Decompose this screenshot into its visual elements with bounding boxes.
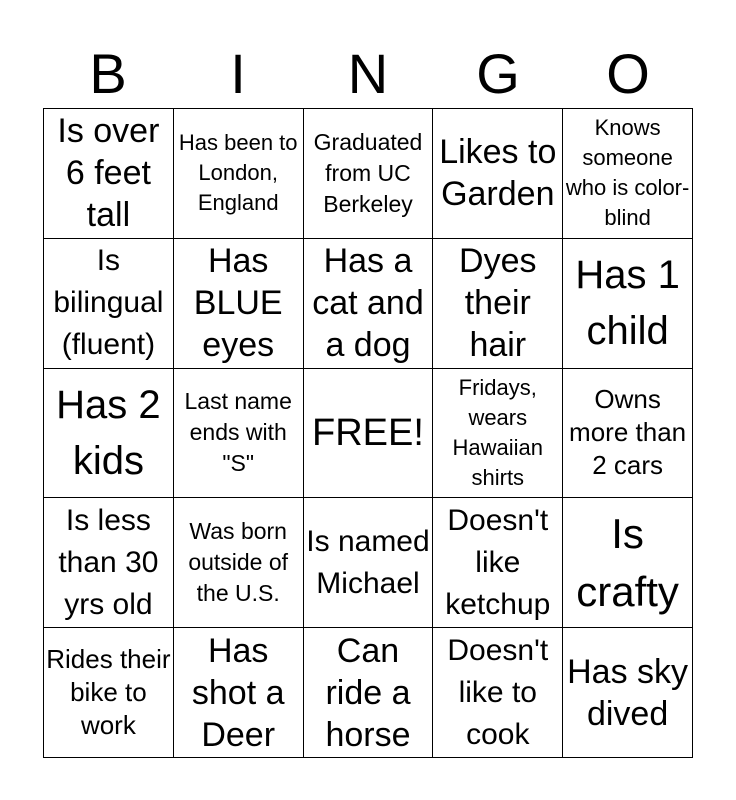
cell-label: Has been to London, England (178, 130, 298, 216)
bingo-cell[interactable] (174, 369, 304, 499)
bingo-header (43, 40, 693, 108)
cell-label: Owns more than 2 cars (569, 384, 687, 481)
bingo-cell[interactable] (174, 239, 304, 369)
bingo-card-grid (43, 108, 693, 758)
cell-label: Was born outside of the U.S. (188, 518, 289, 607)
bingo-cell[interactable] (563, 109, 693, 239)
header-letter-g: G (476, 42, 520, 105)
cell-label: Has sky dived (567, 652, 689, 733)
bingo-cell[interactable] (433, 239, 563, 369)
bingo-cell[interactable] (563, 498, 693, 628)
cell-label: Graduated from UC Berkeley (313, 128, 423, 217)
bingo-cell[interactable] (44, 239, 174, 369)
bingo-cell[interactable] (563, 628, 693, 758)
bingo-cell[interactable] (44, 498, 174, 628)
bingo-cell[interactable] (304, 628, 434, 758)
cell-label: Has a cat and a dog (312, 242, 424, 365)
bingo-cell[interactable] (563, 369, 693, 499)
cell-label: Has BLUE eyes (193, 242, 283, 365)
bingo-cell[interactable] (174, 498, 304, 628)
header-letter-o: O (606, 42, 650, 105)
cell-label: Is over 6 feet tall (57, 112, 160, 235)
cell-label: Has shot a Deer (191, 631, 285, 754)
bingo-cell[interactable] (433, 498, 563, 628)
cell-label: Likes to Garden (439, 133, 557, 214)
cell-label: Is bilingual (fluent) (53, 244, 164, 362)
cell-label: Fridays, wears Hawaiian shirts (452, 374, 544, 490)
header-letter-i: I (230, 42, 246, 105)
bingo-cell-free[interactable] (304, 369, 434, 499)
bingo-cell[interactable] (433, 628, 563, 758)
header-letter-n: N (347, 42, 389, 105)
cell-label: Can ride a horse (325, 631, 411, 754)
cell-label: Doesn't like to cook (447, 633, 549, 751)
bingo-cell[interactable] (44, 628, 174, 758)
bingo-cell[interactable] (174, 109, 304, 239)
cell-label: Knows someone who is color-blind (565, 115, 690, 231)
free-space-label: FREE! (312, 411, 424, 454)
cell-label: Has 2 kids (56, 382, 161, 483)
cell-label: Dyes their hair (459, 242, 537, 365)
bingo-cell[interactable] (304, 498, 434, 628)
bingo-cell[interactable] (174, 628, 304, 758)
cell-label: Last name ends with "S" (184, 388, 292, 477)
bingo-cell[interactable] (44, 369, 174, 499)
bingo-cell[interactable] (433, 369, 563, 499)
bingo-cell[interactable] (44, 109, 174, 239)
bingo-cell[interactable] (304, 109, 434, 239)
header-letter-b: B (89, 42, 127, 105)
cell-label: Doesn't like ketchup (445, 503, 551, 621)
cell-label: Is less than 30 yrs old (58, 503, 159, 621)
bingo-cell[interactable] (433, 109, 563, 239)
cell-label: Is crafty (576, 509, 679, 615)
cell-label: Has 1 child (575, 253, 680, 354)
bingo-cell[interactable] (304, 239, 434, 369)
cell-label: Is named Michael (306, 524, 430, 600)
bingo-cell[interactable] (563, 239, 693, 369)
cell-label: Rides their bike to work (46, 644, 171, 741)
